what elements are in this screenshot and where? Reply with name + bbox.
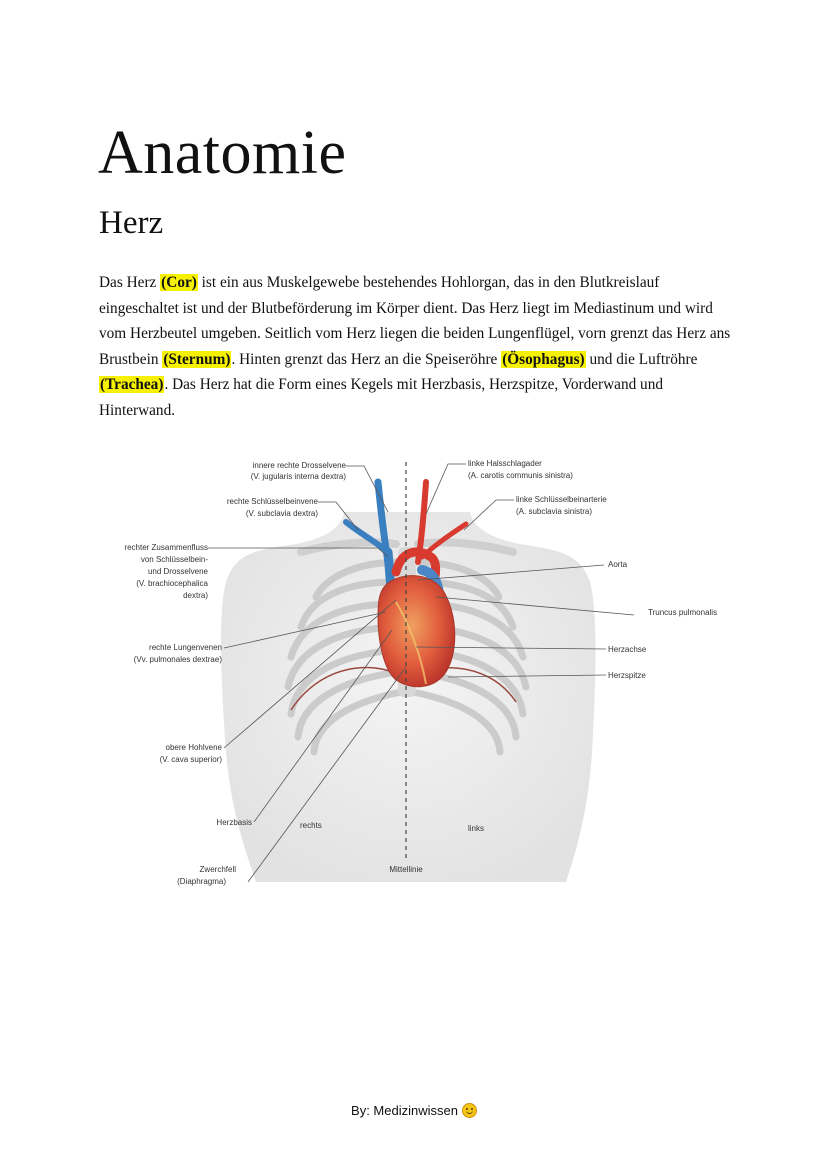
intro-paragraph [99, 270, 739, 423]
label-halsschlagader: linke Halsschlagader [468, 459, 542, 468]
page-title: Anatomie [98, 119, 347, 187]
highlight-oesophagus: (Ösophagus) [502, 350, 585, 368]
label-lungenvenen-latin: (Vv. pulmonales dextrae) [133, 655, 222, 664]
label-aorta: Aorta [608, 560, 628, 569]
label-zusammenfluss-1: rechter Zusammenfluss [124, 543, 208, 552]
highlight-trachea: (Trachea) [100, 376, 164, 393]
smiling-face-icon [462, 1103, 477, 1118]
label-lungenvenen: rechte Lungenvenen [149, 643, 222, 652]
label-zusammenfluss-5: dextra) [183, 591, 208, 600]
label-zwerchfell-latin: (Diaphragma) [177, 877, 226, 886]
label-hohlvene: obere Hohlvene [165, 743, 222, 752]
label-truncus-pulmonalis: Truncus pulmonalis [648, 608, 718, 617]
label-schluesselbeinvene: rechte Schlüsselbeinvene [226, 497, 318, 506]
label-innere-drosselvene: innere rechte Drosselvene [252, 461, 346, 470]
label-zusammenfluss-3: und Drosselvene [147, 567, 208, 576]
heart [378, 576, 455, 687]
label-rechts: rechts [300, 821, 322, 830]
label-herzachse: Herzachse [608, 645, 647, 654]
label-zusammenfluss-2: von Schlüsselbein- [140, 555, 208, 564]
label-mittellinie: Mittellinie [389, 865, 423, 874]
label-innere-drosselvene-latin: (V. jugularis interna dextra) [250, 472, 346, 481]
section-title: Herz [99, 205, 164, 241]
label-herzbasis: Herzbasis [216, 818, 252, 827]
label-zwerchfell: Zwerchfell [199, 865, 236, 874]
highlight-cor: (Cor) [161, 274, 197, 291]
label-hohlvene-latin: (V. cava superior) [159, 755, 222, 764]
heart-anatomy-figure [96, 452, 736, 897]
label-links: links [468, 824, 485, 833]
footer-text: By: Medizinwissen [351, 1103, 458, 1118]
label-schluesselbeinvene-latin: (V. subclavia dextra) [245, 509, 318, 518]
text-segment: Das Herz [99, 274, 161, 291]
label-schluesselbeinarterie-latin: (A. subclavia sinistra) [516, 507, 593, 516]
text-segment: und die Luftröhre [585, 350, 698, 368]
label-zusammenfluss-4: (V. brachiocephalica [136, 579, 208, 588]
text-segment: . Hinten grenzt das Herz an die Speiseröhre [231, 350, 502, 368]
text-segment: ist ein aus Muskelgewebe bestehendes Hohlorgan, das in den Blutkreislauf eingeschaltet ist und der Blutbeförderung im Körper dient. Das Herz liegt im Mediastinum und wird vom Herzbeutel umgeben. Seitlich vom Herz liegen die beiden Lungenflügel, vorn grenzt das Herz ans Brustbein [99, 274, 731, 368]
label-halsschlagader-latin: (A. carotis communis sinistra) [468, 471, 573, 480]
text-segment: . Das Herz hat die Form eines Kegels mit Herzbasis, Herzspitze, Vorderwand und Hinterwand. [99, 376, 664, 419]
label-schluesselbeinarterie: linke Schlüsselbeinarterie [516, 495, 607, 504]
label-herzspitze: Herzspitze [608, 671, 646, 680]
highlight-sternum: (Sternum) [163, 350, 231, 368]
footer [0, 1103, 828, 1118]
